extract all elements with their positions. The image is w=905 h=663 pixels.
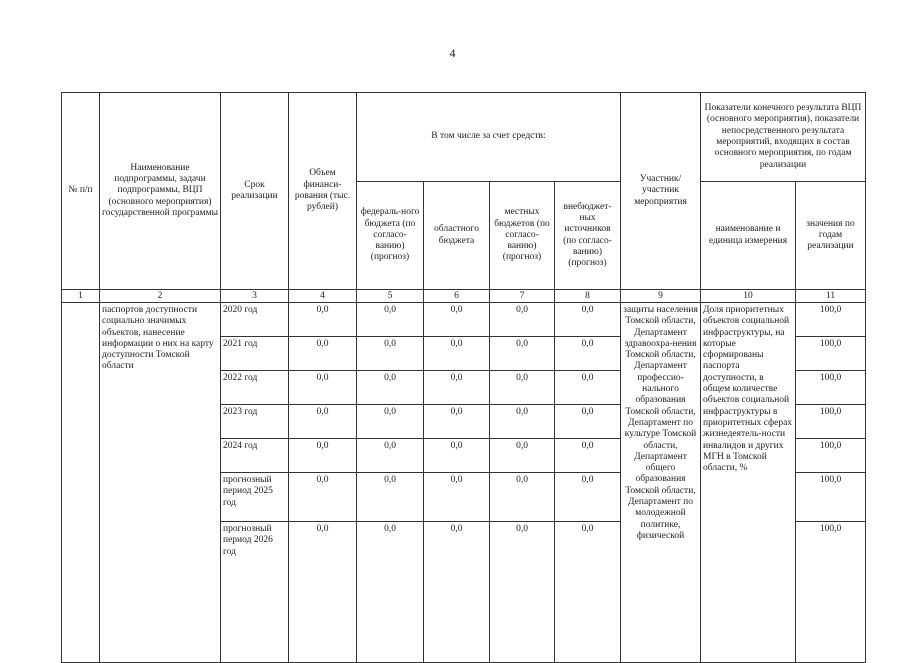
row-local: 0,0 (490, 303, 555, 337)
row-term: 2020 год (221, 303, 289, 337)
row-value: 100,0 (796, 439, 866, 473)
row-regional: 0,0 (424, 303, 490, 337)
row-value: 100,0 (796, 522, 866, 663)
header-ind-values: значения по годам реализации (796, 182, 866, 290)
column-number: 11 (796, 290, 866, 303)
row-value: 100,0 (796, 371, 866, 405)
row-volume: 0,0 (289, 522, 357, 663)
row-extra: 0,0 (555, 405, 621, 439)
row-value: 100,0 (796, 473, 866, 522)
column-number: 6 (424, 290, 490, 303)
column-number: 1 (62, 290, 100, 303)
row-federal: 0,0 (357, 439, 424, 473)
row-local: 0,0 (490, 405, 555, 439)
row-federal: 0,0 (357, 303, 424, 337)
row-volume: 0,0 (289, 473, 357, 522)
header-local: местных бюджетов (по согласо-ванию) (прогноз) (490, 182, 555, 290)
row-regional: 0,0 (424, 371, 490, 405)
header-including: В том числе за счет средств: (357, 93, 621, 182)
row-term: 2022 год (221, 371, 289, 405)
column-number: 7 (490, 290, 555, 303)
row-local: 0,0 (490, 522, 555, 663)
row-federal: 0,0 (357, 337, 424, 371)
column-number: 9 (621, 290, 701, 303)
row-term: прогнозный период 2026 год (221, 522, 289, 663)
column-number: 3 (221, 290, 289, 303)
header-volume: Объем финанси-рования (тыс. рублей) (289, 93, 357, 290)
row-federal: 0,0 (357, 473, 424, 522)
column-number: 8 (555, 290, 621, 303)
row-extra: 0,0 (555, 337, 621, 371)
funding-table (61, 92, 866, 663)
column-number: 2 (100, 290, 221, 303)
row-federal: 0,0 (357, 405, 424, 439)
header-extra: внебюджет-ных источников (по согласо-ванию) (прогноз) (555, 182, 621, 290)
row-extra: 0,0 (555, 473, 621, 522)
row-volume: 0,0 (289, 303, 357, 337)
row-regional: 0,0 (424, 473, 490, 522)
column-number: 5 (357, 290, 424, 303)
row-term: 2023 год (221, 405, 289, 439)
row-federal: 0,0 (357, 522, 424, 663)
header-name: Наименование подпрограммы, задачи подпрограммы, ВЦП (основного мероприятия) государственной программы (100, 93, 221, 290)
row-regional: 0,0 (424, 439, 490, 473)
row-term: прогнозный период 2025 год (221, 473, 289, 522)
header-indicators: Показатели конечного результата ВЦП (основного мероприятия), показатели непосредственного результата мероприятий, входящих в состав основного мероприятия, по годам реализации (701, 93, 866, 182)
header-term: Срок реализации (221, 93, 289, 290)
row-extra: 0,0 (555, 522, 621, 663)
row-volume: 0,0 (289, 439, 357, 473)
row-indicator-name: Доля приоритетных объектов социальной инфраструктуры, на которые сформированы паспорта доступности, в общем количестве объектов социальной инфраструктуры в приоритетных сферах жизнедеятель-ности инвалидов и других МГН в Томской области, % (701, 303, 796, 663)
row-regional: 0,0 (424, 405, 490, 439)
row-value: 100,0 (796, 303, 866, 337)
row-num (62, 303, 100, 663)
row-extra: 0,0 (555, 303, 621, 337)
row-local: 0,0 (490, 473, 555, 522)
row-local: 0,0 (490, 439, 555, 473)
table-row (62, 303, 866, 337)
header-ind-name: наименование и единица измерения (701, 182, 796, 290)
page-number: 4 (449, 46, 456, 60)
row-federal: 0,0 (357, 371, 424, 405)
row-regional: 0,0 (424, 522, 490, 663)
row-local: 0,0 (490, 337, 555, 371)
row-participant: защиты населения Томской области, Департамент здравоохра-нения Томской области, Департамент профессио-нального образования Томской области, Департамент по культуре Томской области, Департамент общего образования Томской области, Департамент по молодежной политике, физической (621, 303, 701, 663)
header-federal: федераль-ного бюджета (по согласо-ванию) (прогноз) (357, 182, 424, 290)
row-term: 2024 год (221, 439, 289, 473)
row-local: 0,0 (490, 371, 555, 405)
row-extra: 0,0 (555, 371, 621, 405)
column-number: 4 (289, 290, 357, 303)
row-regional: 0,0 (424, 337, 490, 371)
row-volume: 0,0 (289, 337, 357, 371)
column-number-row (62, 290, 866, 303)
row-term: 2021 год (221, 337, 289, 371)
row-volume: 0,0 (289, 405, 357, 439)
header-regional: областного бюджета (424, 182, 490, 290)
row-name: паспортов доступности социально значимых объектов, нанесение информации о них на карту доступности Томской области (100, 303, 221, 663)
row-value: 100,0 (796, 337, 866, 371)
column-number: 10 (701, 290, 796, 303)
header-participant: Участник/ участник мероприятия (621, 93, 701, 290)
row-value: 100,0 (796, 405, 866, 439)
row-volume: 0,0 (289, 371, 357, 405)
row-extra: 0,0 (555, 439, 621, 473)
header-num: № п/п (62, 93, 100, 290)
